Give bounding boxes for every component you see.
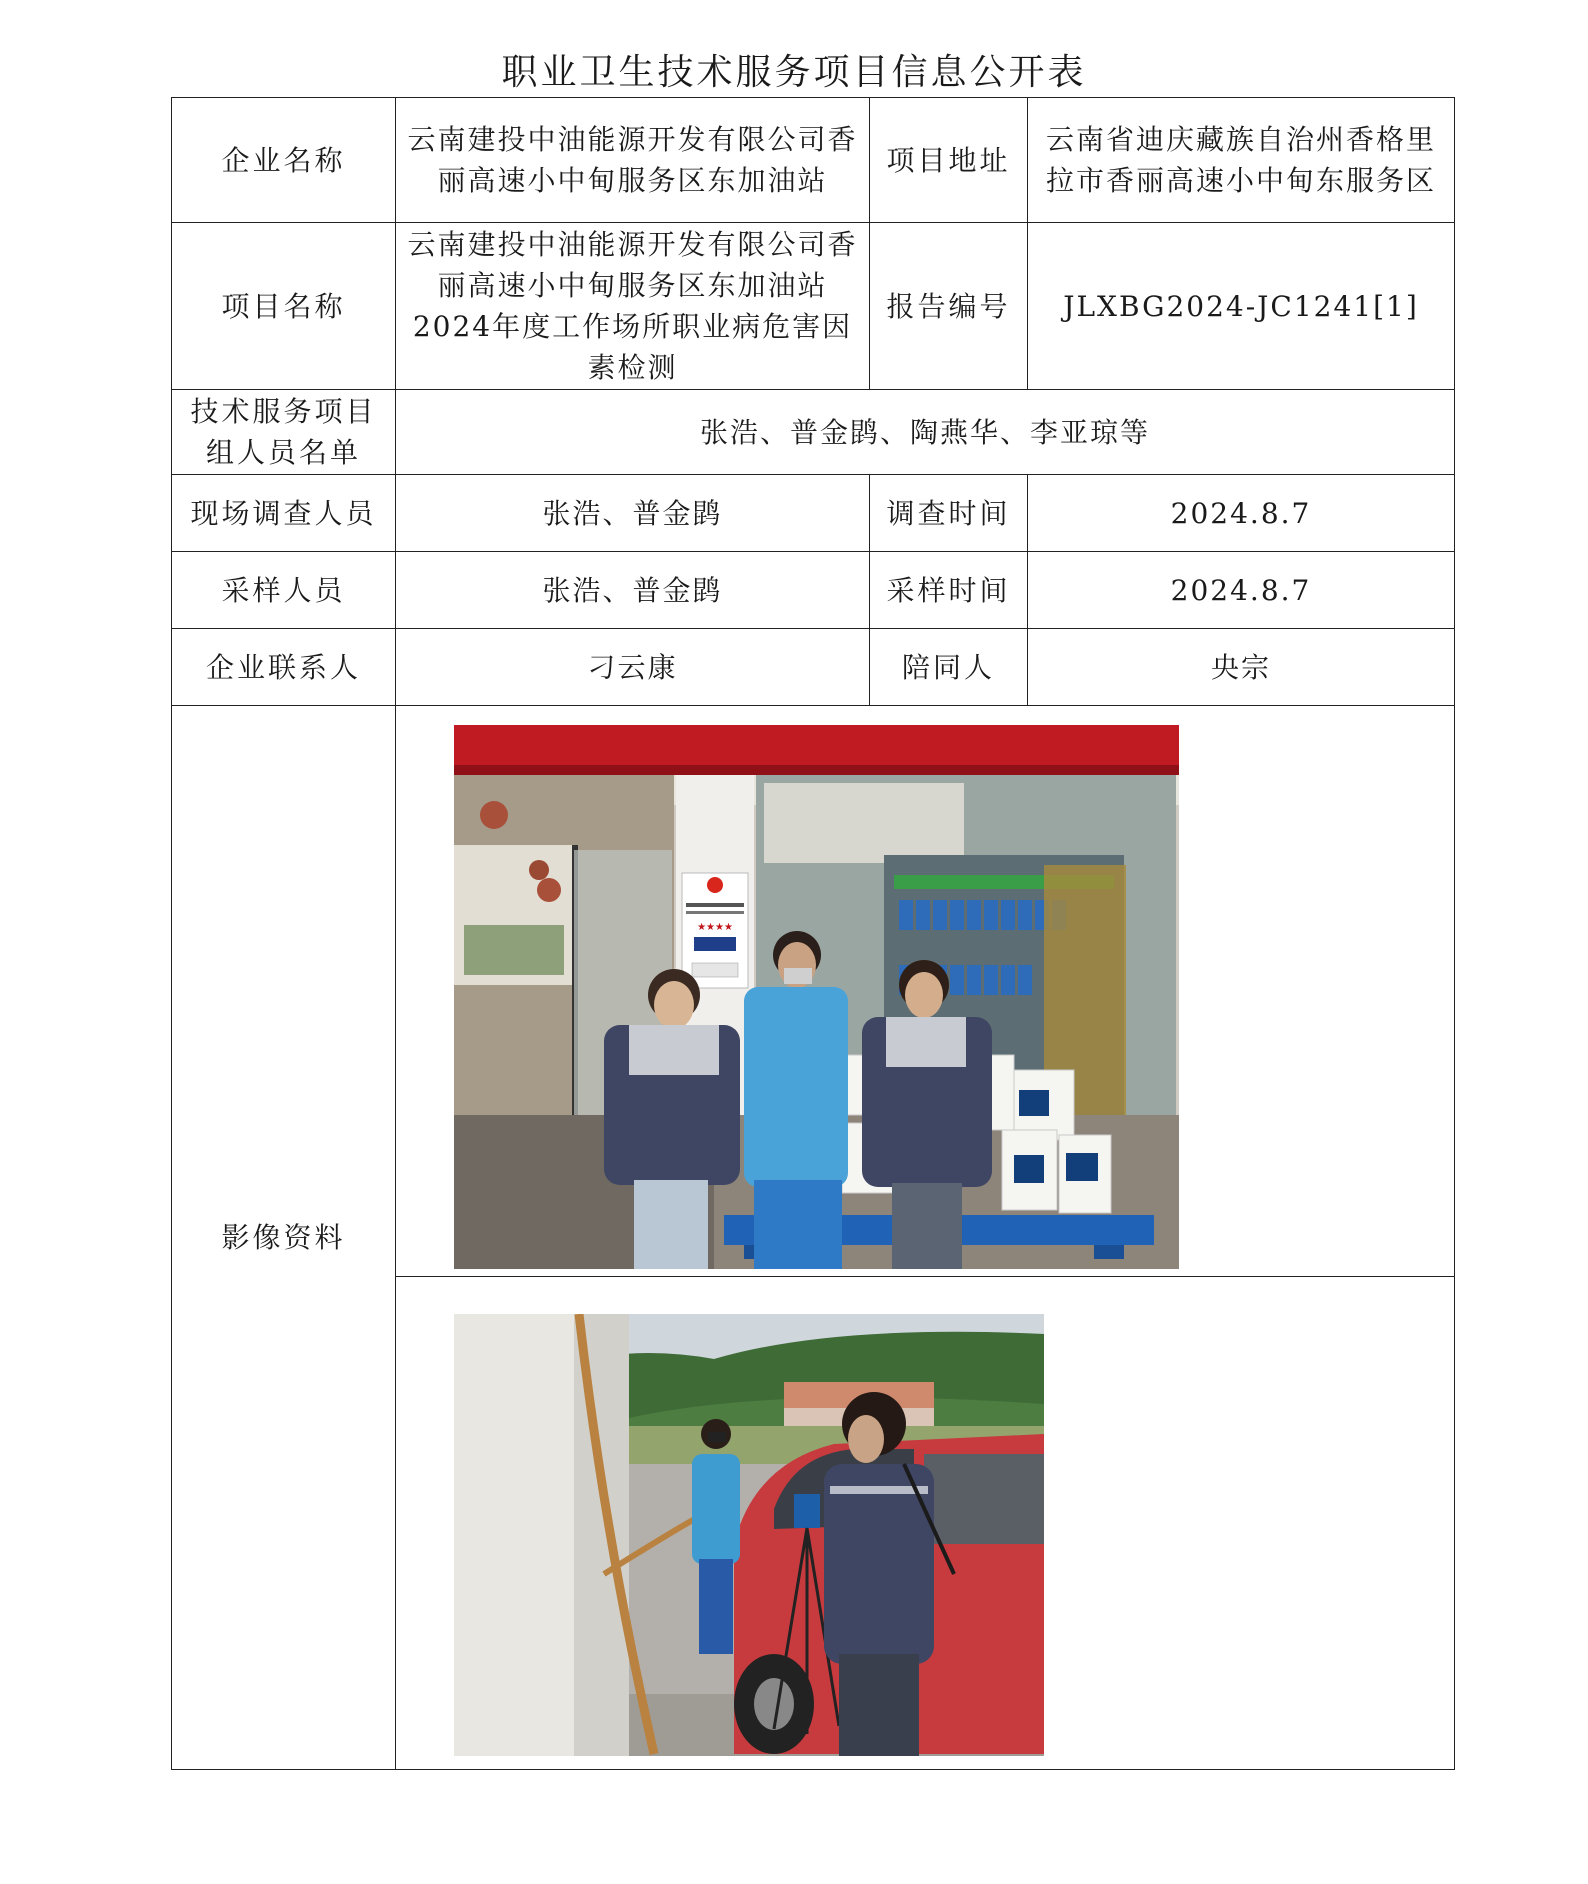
table-row <box>172 629 1455 706</box>
info-table <box>171 97 1455 1770</box>
media-cell-2 <box>396 1277 1455 1770</box>
contact-value: 刁云康 <box>396 629 870 706</box>
table-row <box>172 223 1455 390</box>
media-label: 影像资料 <box>172 706 396 1770</box>
project-address-label: 项目地址 <box>870 98 1028 223</box>
media-cell-1 <box>396 706 1455 1277</box>
sampling-photo <box>454 1314 1044 1756</box>
project-address-value: 云南省迪庆藏族自治州香格里拉市香丽高速小中甸东服务区 <box>1028 98 1455 223</box>
contact-label: 企业联系人 <box>172 629 396 706</box>
survey-staff-label: 现场调查人员 <box>172 475 396 552</box>
page-title: 职业卫生技术服务项目信息公开表 <box>501 52 1087 93</box>
enterprise-name-value: 云南建投中油能源开发有限公司香丽高速小中甸服务区东加油站 <box>396 98 870 223</box>
project-name-label: 项目名称 <box>172 223 396 390</box>
store-sign-stars: ★★★★ <box>697 922 733 933</box>
companion-label: 陪同人 <box>870 629 1028 706</box>
companion-value: 央宗 <box>1028 629 1455 706</box>
sampling-time-label: 采样时间 <box>870 552 1028 629</box>
report-no-label: 报告编号 <box>870 223 1028 390</box>
table-row <box>172 475 1455 552</box>
enterprise-name-label: 企业名称 <box>172 98 396 223</box>
survey-time-value: 2024.8.7 <box>1028 475 1455 552</box>
survey-time-label: 调查时间 <box>870 475 1028 552</box>
team-label: 技术服务项目组人员名单 <box>172 390 396 475</box>
project-name-value: 云南建投中油能源开发有限公司香丽高速小中甸服务区东加油站2024年度工作场所职业病危害因素检测 <box>396 223 870 390</box>
sampling-staff-label: 采样人员 <box>172 552 396 629</box>
report-no-value: JLXBG2024-JC1241[1] <box>1028 223 1455 390</box>
sampling-time-value: 2024.8.7 <box>1028 552 1455 629</box>
survey-staff-value: 张浩、普金鹍 <box>396 475 870 552</box>
table-row <box>172 98 1455 223</box>
table-row <box>172 390 1455 475</box>
sampling-staff-value: 张浩、普金鹍 <box>396 552 870 629</box>
table-row <box>172 706 1455 1277</box>
team-value: 张浩、普金鹍、陶燕华、李亚琼等 <box>396 390 1455 475</box>
team-photo <box>454 725 1179 1269</box>
table-row <box>172 552 1455 629</box>
